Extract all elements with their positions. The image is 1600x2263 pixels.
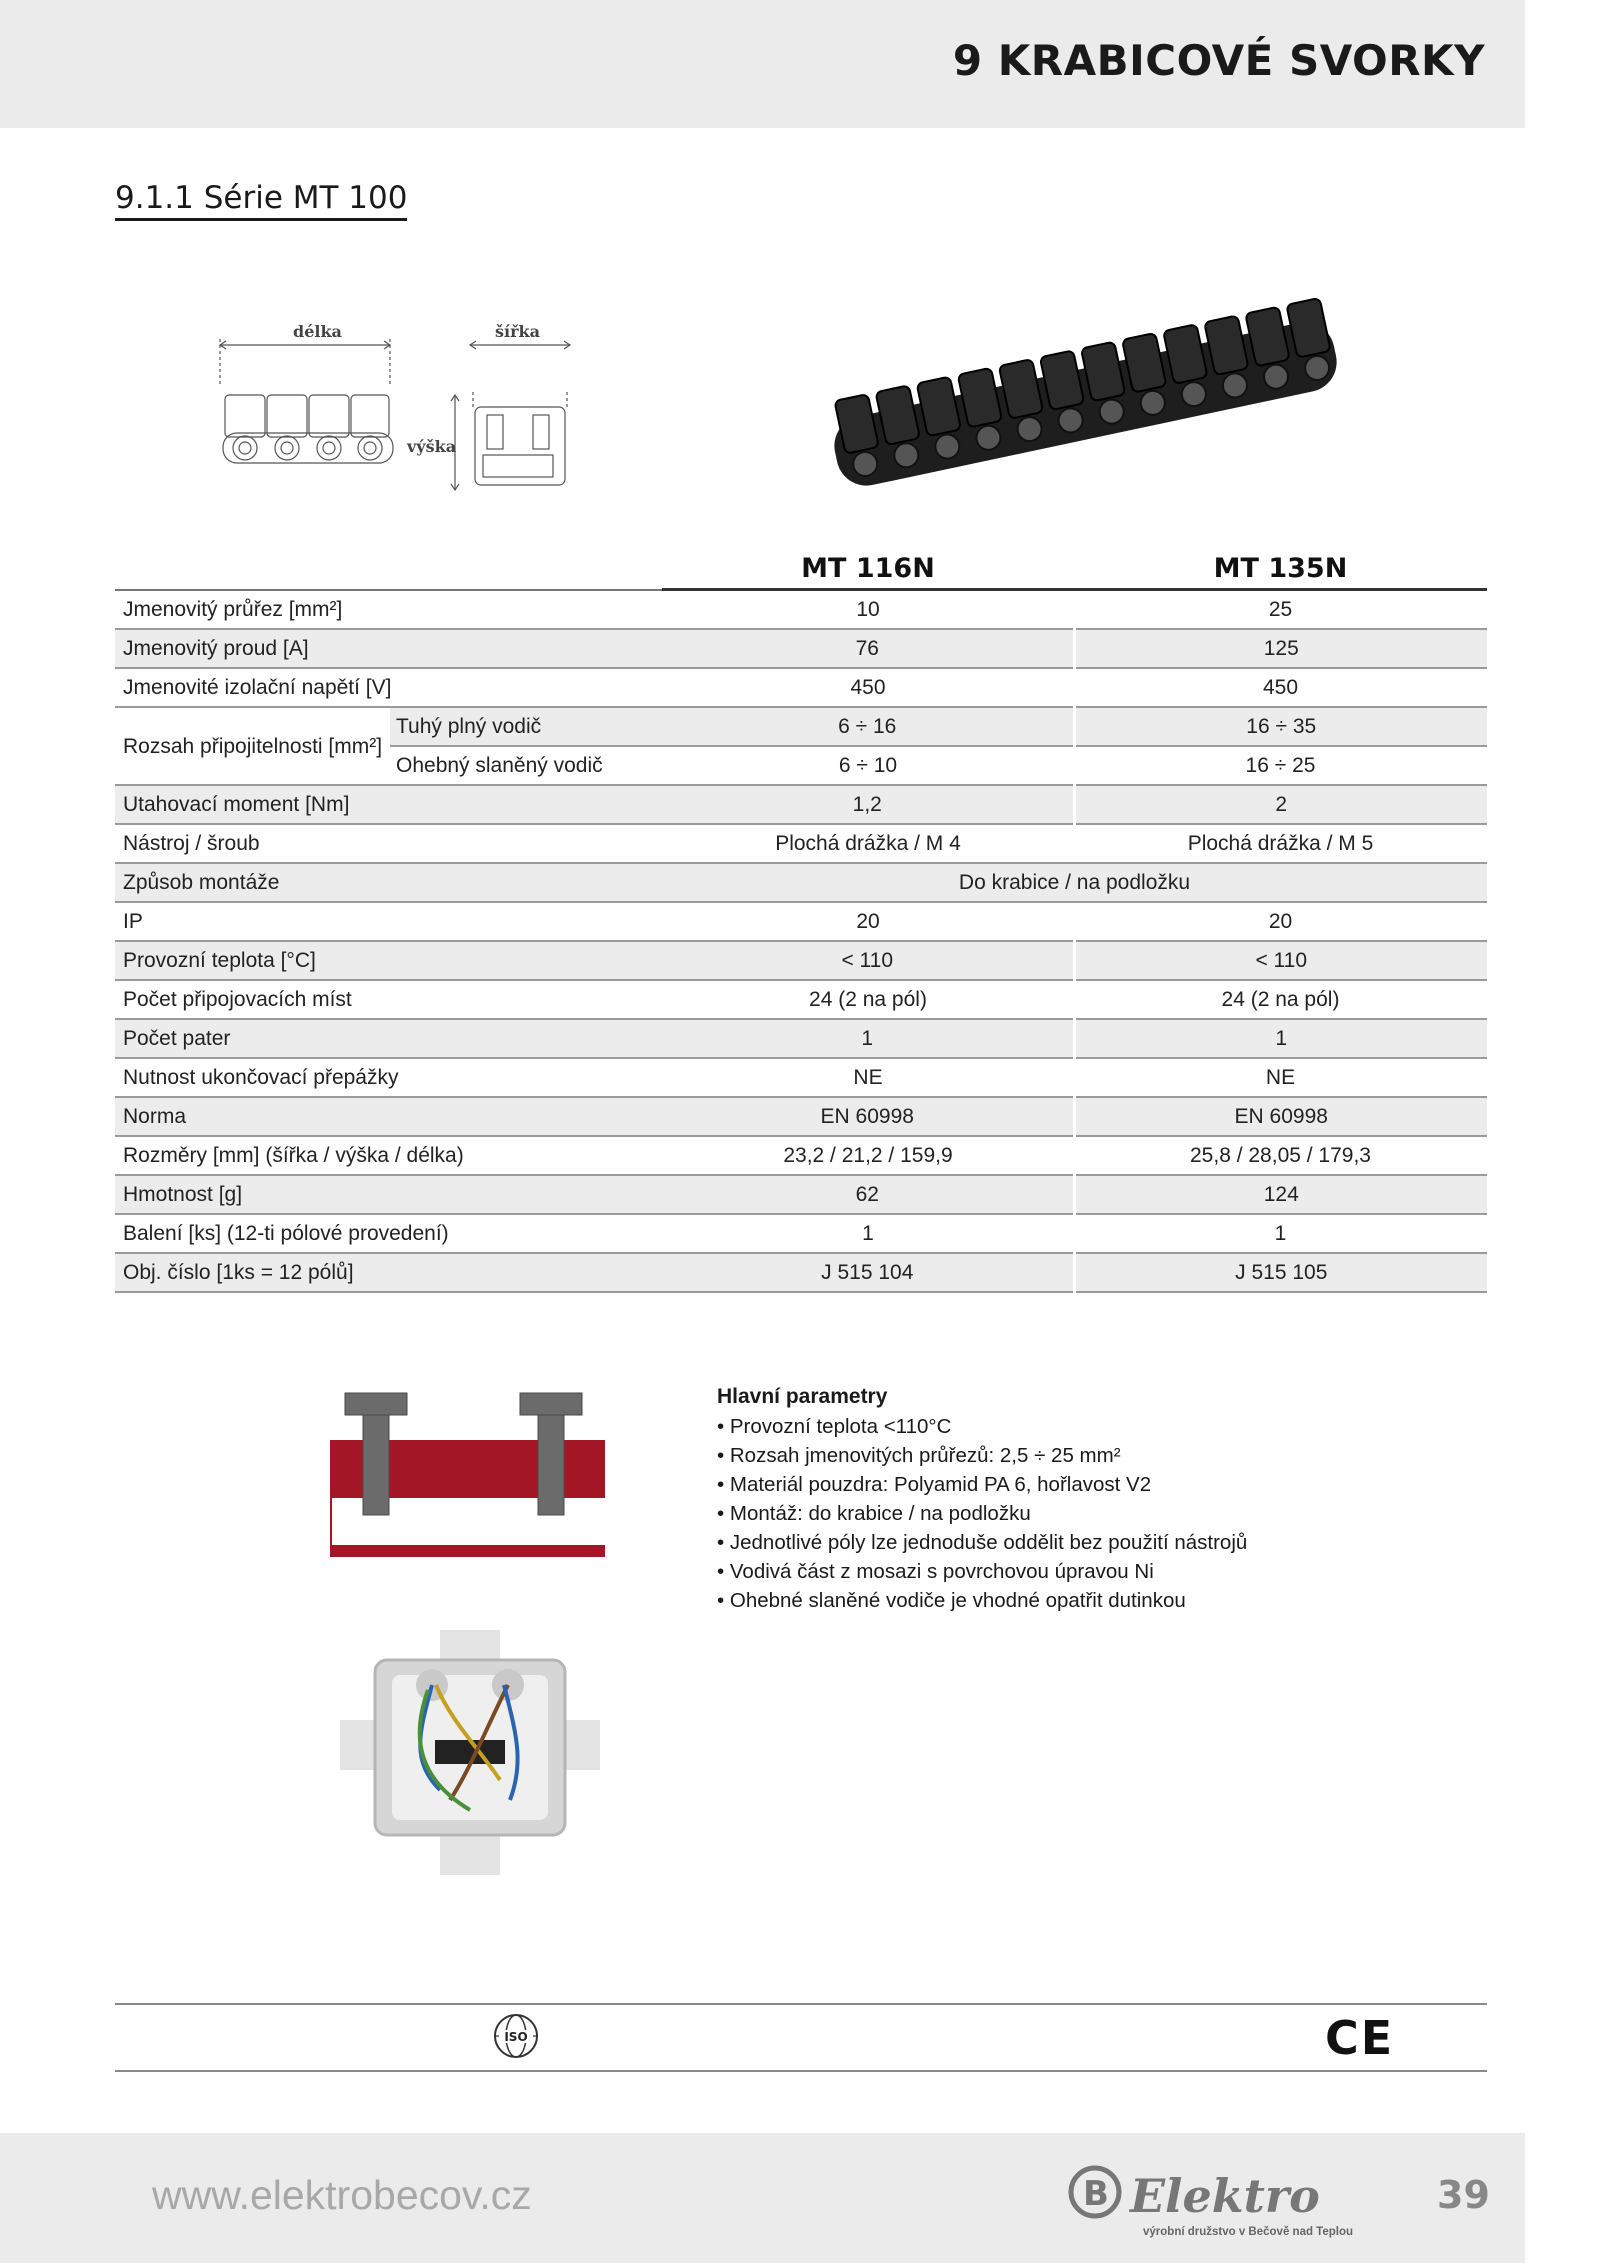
- wire-terminal-illustration: [330, 1385, 605, 1560]
- cell-value: 6 ÷ 16: [662, 707, 1074, 746]
- table-row: [115, 1097, 1487, 1136]
- table-row: [115, 785, 1487, 824]
- row-label: Počet připojovacích míst: [115, 980, 662, 1019]
- table-row: [115, 1058, 1487, 1097]
- cell-value: 10: [662, 590, 1074, 630]
- cell-value: 24 (2 na pól): [662, 980, 1074, 1019]
- list-item: • Materiál pouzdra: Polyamid PA 6, hořlavost V2: [717, 1470, 1247, 1499]
- row-label: Způsob montáže: [115, 863, 662, 902]
- row-label: IP: [115, 902, 662, 941]
- elektro-logo: [1065, 2157, 1385, 2247]
- row-label: Rozsah připojitelnosti [mm²]: [115, 707, 390, 785]
- divider-bottom: [115, 2070, 1487, 2072]
- cell-value: 16 ÷ 25: [1074, 746, 1487, 785]
- table-row: [115, 1136, 1487, 1175]
- terminal-strip-photo: [810, 290, 1350, 515]
- cell-value: 1: [662, 1019, 1074, 1058]
- divider-top: [115, 2003, 1487, 2005]
- cell-value: 23,2 / 21,2 / 159,9: [662, 1136, 1074, 1175]
- cell-value: 450: [1074, 668, 1487, 707]
- cell-value: J 515 104: [662, 1253, 1074, 1292]
- list-item: • Rozsah jmenovitých průřezů: 2,5 ÷ 25 mm²: [717, 1441, 1247, 1470]
- row-label: Obj. číslo [1ks = 12 pólů]: [115, 1253, 662, 1292]
- cell-value: NE: [1074, 1058, 1487, 1097]
- cell-value: 2: [1074, 785, 1487, 824]
- table-row: [115, 980, 1487, 1019]
- cell-value: 1,2: [662, 785, 1074, 824]
- cell-value: NE: [662, 1058, 1074, 1097]
- brand-name: Elektro: [1130, 2169, 1320, 2223]
- svg-text:B: B: [1083, 2174, 1109, 2214]
- list-item: • Provozní teplota <110°C: [717, 1412, 1247, 1441]
- row-label: Hmotnost [g]: [115, 1175, 662, 1214]
- cell-value: EN 60998: [662, 1097, 1074, 1136]
- chapter-title: 9 KRABICOVÉ SVORKY: [952, 36, 1485, 85]
- table-row: [115, 863, 1487, 902]
- table-row: [115, 902, 1487, 941]
- iso-logo: [493, 2013, 539, 2059]
- cell-value: 450: [662, 668, 1074, 707]
- cell-value: EN 60998: [1074, 1097, 1487, 1136]
- cell-value: 16 ÷ 35: [1074, 707, 1487, 746]
- cell-value-merged: Do krabice / na podložku: [662, 863, 1487, 902]
- row-label: Jmenovitý proud [A]: [115, 629, 662, 668]
- table-row: [115, 590, 1487, 630]
- row-label: Utahovací moment [Nm]: [115, 785, 662, 824]
- cell-value: 20: [662, 902, 1074, 941]
- cell-value: 1: [1074, 1019, 1487, 1058]
- main-parameters: [717, 1385, 1247, 1615]
- drawing-label-height: výška: [407, 437, 457, 456]
- junction-box-photo: [340, 1630, 600, 1875]
- table-row: [115, 941, 1487, 980]
- cell-value: 24 (2 na pól): [1074, 980, 1487, 1019]
- ce-text: CE: [1325, 2012, 1395, 2062]
- cell-value: J 515 105: [1074, 1253, 1487, 1292]
- cell-value: < 110: [1074, 941, 1487, 980]
- cell-value: 25: [1074, 590, 1487, 630]
- cell-value: 1: [662, 1214, 1074, 1253]
- table-row: [115, 1253, 1487, 1292]
- column-header-mt116n: MT 116N: [662, 548, 1074, 590]
- row-label: Balení [ks] (12-ti pólové provedení): [115, 1214, 662, 1253]
- list-item: • Jednotlivé póly lze jednoduše oddělit bez použití nástrojů: [717, 1528, 1247, 1557]
- cell-value: 1: [1074, 1214, 1487, 1253]
- table-row: [115, 1175, 1487, 1214]
- drawing-label-length: délka: [293, 322, 342, 341]
- cell-value: 124: [1074, 1175, 1487, 1214]
- list-item: • Ohebné slaněné vodiče je vhodné opatřit dutinkou: [717, 1586, 1247, 1615]
- params-list: [717, 1412, 1247, 1615]
- cell-value: 6 ÷ 10: [662, 746, 1074, 785]
- row-label: Norma: [115, 1097, 662, 1136]
- table-row: [115, 668, 1487, 707]
- row-label: Nástroj / šroub: [115, 824, 662, 863]
- table-header-row: [115, 548, 1487, 590]
- row-label: Provozní teplota [°C]: [115, 941, 662, 980]
- cell-value: Plochá drážka / M 4: [662, 824, 1074, 863]
- row-label: Jmenovitý průřez [mm²]: [115, 590, 662, 630]
- list-item: • Vodivá část z mosazi s povrchovou úpravou Ni: [717, 1557, 1247, 1586]
- cell-value: 25,8 / 28,05 / 179,3: [1074, 1136, 1487, 1175]
- table-header-blank: [115, 548, 662, 590]
- cell-value: 125: [1074, 629, 1487, 668]
- row-label: Rozměry [mm] (šířka / výška / délka): [115, 1136, 662, 1175]
- row-sublabel: Tuhý plný vodič: [390, 707, 662, 746]
- ce-mark: [1325, 2012, 1395, 2062]
- row-label: Nutnost ukončovací přepážky: [115, 1058, 662, 1097]
- column-header-mt135n: MT 135N: [1074, 548, 1487, 590]
- iso-text: ISO: [504, 2030, 528, 2044]
- row-sublabel: Ohebný slaněný vodič: [390, 746, 662, 785]
- row-label: Jmenovité izolační napětí [V]: [115, 668, 662, 707]
- list-item: • Montáž: do krabice / na podložku: [717, 1499, 1247, 1528]
- dimension-drawing: [215, 315, 575, 500]
- page-number: 39: [1437, 2173, 1490, 2217]
- cell-value: 62: [662, 1175, 1074, 1214]
- cell-value: < 110: [662, 941, 1074, 980]
- table-row: [115, 629, 1487, 668]
- cell-value: Plochá drážka / M 5: [1074, 824, 1487, 863]
- table-row: [115, 1214, 1487, 1253]
- brand-tagline: výrobní družstvo v Bečově nad Teplou: [1143, 2226, 1354, 2238]
- params-heading: Hlavní parametry: [717, 1385, 888, 1408]
- table-row: [115, 707, 1487, 746]
- drawing-label-width: šířka: [495, 322, 540, 341]
- table-row: [115, 824, 1487, 863]
- row-label: Počet pater: [115, 1019, 662, 1058]
- spec-table: [115, 548, 1487, 1293]
- cell-value: 76: [662, 629, 1074, 668]
- section-title: 9.1.1 Série MT 100: [115, 180, 407, 221]
- table-row: [115, 1019, 1487, 1058]
- cell-value: 20: [1074, 902, 1487, 941]
- website-link[interactable]: www.elektrobecov.cz: [152, 2172, 532, 2218]
